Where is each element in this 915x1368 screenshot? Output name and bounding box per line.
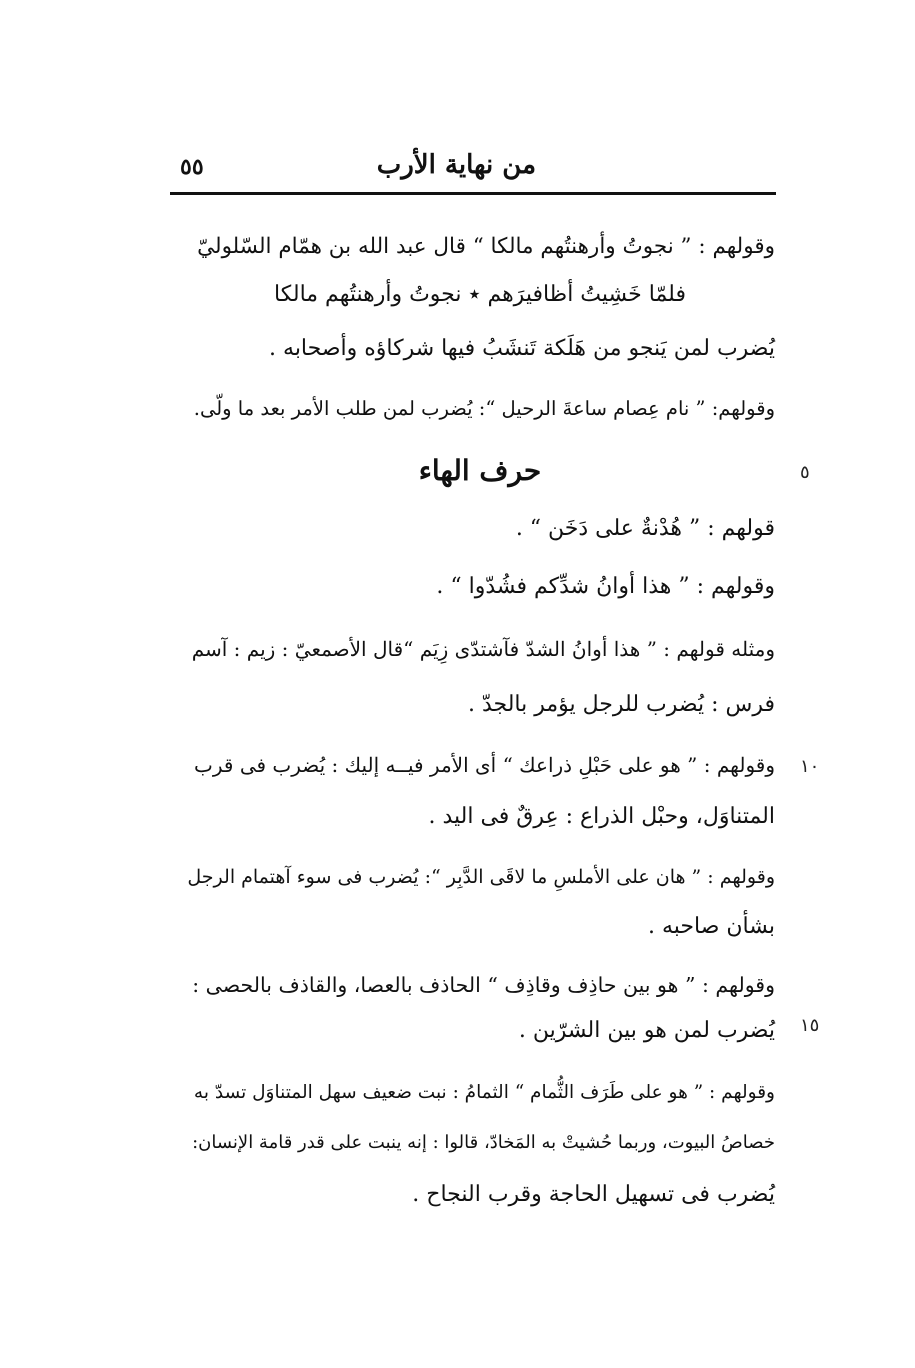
margin-line-number-5: ٥	[800, 462, 810, 483]
text-line-13: وقولهم : ” هو بين حاذِف وقاذِف “ الحاذف بالعصا، والقاذف بالحصى :	[192, 973, 775, 997]
page-number: ٥٥	[180, 154, 204, 180]
text-line-11: وقولهم : ” هان على الأملسِ ما لاقَى الدَّبِر “: يُضرب فى سوء آهتمام الرجل	[187, 866, 775, 888]
text-line-8: فرس : يُضرب للرجل يؤمر بالجدّ .	[467, 692, 775, 717]
text-line-4: وقولهم: ” نام عِصام ساعةَ الرحيل “: يُضرب لمن طلب الأمر بعد ما ولّى.	[193, 397, 775, 420]
text-line-10: المتناوَل، وحبْل الذراع : عِرقٌ فى اليد .	[428, 804, 775, 829]
header-rule	[170, 192, 776, 195]
text-line-17: يُضرب فى تسهيل الحاجة وقرب النجاح .	[412, 1182, 775, 1207]
running-title: من نهاية الأرب	[376, 150, 536, 180]
margin-line-number-15: ١٥	[800, 1015, 820, 1036]
text-line-16: خصاصُ البيوت، وربما حُشيتْ به المَخادّ، قالوا : إنه ينبت على قدر قامة الإنسان:	[192, 1132, 775, 1153]
text-line-15: وقولهم : ” هو على طَرَف الثُّمام “ الثمامُ : نبت ضعيف سهل المتناوَل تسدّ به	[193, 1082, 775, 1103]
text-line-14: يُضرب لمن هو بين الشرّين .	[518, 1018, 775, 1043]
margin-line-number-10: ١٠	[800, 756, 820, 777]
text-line-5: قولهم : ” هُدْنةٌ على دَخَن “ .	[515, 516, 775, 541]
section-heading: حرف الهاء	[418, 454, 542, 487]
poem-verse: فلمّا خَشِيتُ أظافيرَهم ٭ نجوتُ وأرهنتُهم مالكا	[274, 282, 686, 307]
text-line-3: يُضرب لمن يَنجو من هَلَكة تَنشَبُ فيها شركاؤه وأصحابه .	[269, 336, 775, 361]
text-line-12: بشأن صاحبه .	[647, 914, 775, 939]
text-line-1: وقولهم : ” نجوتُ وأرهنتُهم مالكا “ قال عبد الله بن همّام السّلوليّ	[197, 234, 775, 259]
text-line-7: ومثله قولهم : ” هذا أوانُ الشدّ فآشتدّى زِيَم “قال الأصمعيّ : زيم : آسم	[191, 637, 775, 661]
page-header	[170, 150, 776, 190]
text-line-6: وقولهم : ” هذا أوانُ شدِّكم فشُدّوا “ .	[436, 574, 775, 599]
text-line-9: وقولهم : ” هو على حَبْلِ ذراعك “ أى الأمر فيــه إليك : يُضرب فى قرب	[194, 753, 775, 777]
